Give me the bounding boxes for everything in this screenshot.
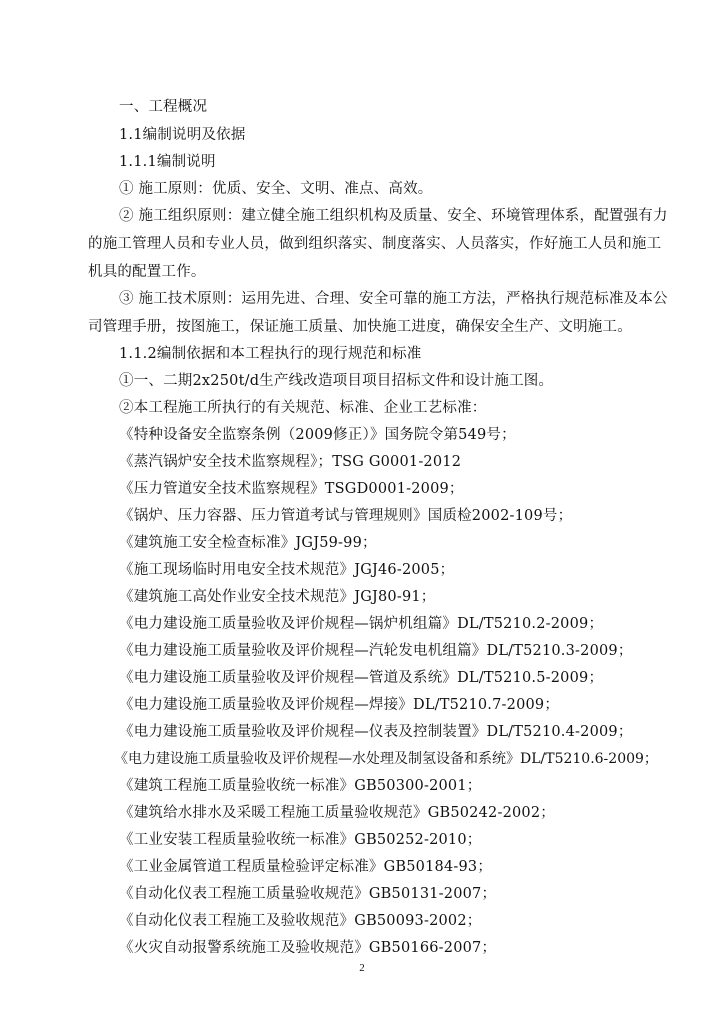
standard-item: 《自动化仪表工程施工质量验收规范》GB50131-2007；: [119, 886, 497, 902]
standard-item: 《工业安装工程质量验收统一标准》GB50252-2010；: [119, 832, 482, 848]
standard-item: 《电力建设施工质量验收及评价规程—水处理及制氢设备和系统》DL/T5210.6-2009；: [114, 751, 658, 767]
paragraph-line: ①一、二期2x250t/d生产线改造项目项目招标文件和设计施工图。: [119, 373, 554, 389]
subsection-heading: 1.1.1编制说明: [119, 154, 216, 170]
standard-item: 《锅炉、压力容器、压力管道考试与管理规则》国质检2002-109号；: [119, 508, 573, 524]
standard-item: 《蒸汽锅炉安全技术监察规程》；TSG G0001-2012: [119, 454, 462, 470]
paragraph-line: ② 施工组织原则：建立健全施工组织机构及质量、安全、环境管理体系，配置强有力: [119, 208, 668, 224]
standard-item: 《建筑施工高处作业安全技术规范》JGJ80-91；: [119, 589, 436, 605]
subsection-heading: 1.1.2编制依据和本工程执行的现行规范和标准: [119, 346, 422, 362]
standard-item: 《压力管道安全技术监察规程》TSGD0001-2009；: [119, 481, 464, 497]
standard-item: 《电力建设施工质量验收及评价规程—焊接》DL/T5210.7-2009；: [119, 697, 560, 713]
standard-item: 《电力建设施工质量验收及评价规程—仪表及控制装置》DL/T5210.4-2009；: [119, 724, 633, 740]
standard-item: 《自动化仪表工程施工及验收规范》GB50093-2002；: [119, 913, 482, 929]
standard-item: 《火灾自动报警系统施工及验收规范》GB50166-2007；: [119, 940, 497, 956]
standard-item: 《施工现场临时用电安全技术规范》JGJ46-2005；: [119, 562, 455, 578]
standard-item: 《工业金属管道工程质量检验评定标准》GB50184-93；: [119, 859, 493, 875]
section-heading: 一、工程概况: [119, 99, 208, 115]
standard-item: 《电力建设施工质量验收及评价规程—管道及系统》DL/T5210.5-2009；: [119, 670, 604, 686]
standard-item: 《特种设备安全监察条例（2009修正）》国务院令第549号；: [119, 427, 516, 443]
standard-item: 《电力建设施工质量验收及评价规程—汽轮发电机组篇》DL/T5210.3-2009；: [119, 643, 633, 659]
standard-item: 《建筑工程施工质量验收统一标准》GB50300-2001；: [119, 778, 482, 794]
standard-item: 《建筑给水排水及采暖工程施工质量验收规范》GB50242-2002；: [119, 805, 555, 821]
paragraph-line: 的施工管理人员和专业人员，做到组织落实、制度落实、人员落实，作好施工人员和施工: [88, 236, 662, 252]
paragraph-line: ③ 施工技术原则：运用先进、合理、安全可靠的施工方法，严格执行规范标准及本公: [119, 291, 668, 307]
subsection-heading: 1.1编制说明及依据: [119, 127, 246, 143]
page-number: 2: [359, 962, 365, 974]
standard-item: 《电力建设施工质量验收及评价规程—锅炉机组篇》DL/T5210.2-2009；: [119, 616, 604, 632]
paragraph-line: ① 施工原则：优质、安全、文明、准点、高效。: [119, 181, 433, 197]
standard-item: 《建筑施工安全检查标准》JGJ59-99；: [119, 535, 377, 551]
paragraph-line: 司管理手册，按图施工，保证施工质量、加快施工进度，确保安全生产、文明施工。: [88, 319, 632, 335]
paragraph-line: ②本工程施工所执行的有关规范、标准、企业工艺标准：: [119, 400, 487, 416]
paragraph-line: 机具的配置工作。: [88, 264, 206, 280]
